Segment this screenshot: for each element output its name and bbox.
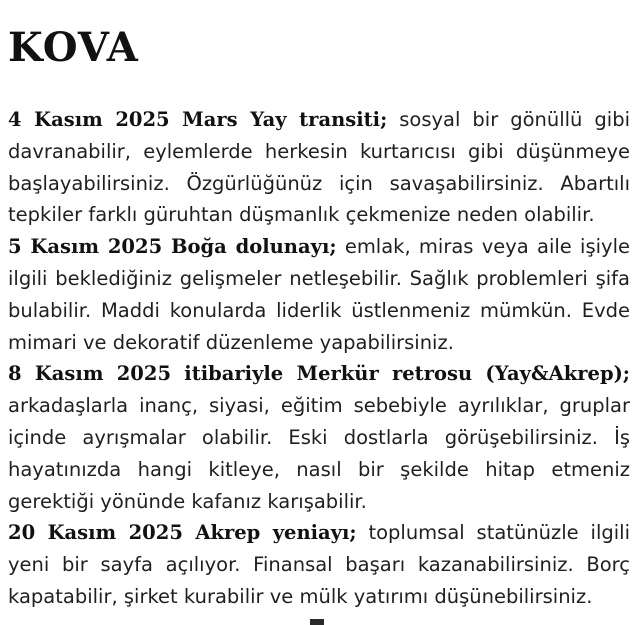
entry-mars-yay [8, 104, 630, 231]
entry-boga-dolunayi [8, 231, 630, 358]
entry-heading: 8 Kasım 2025 itibariyle Merkür retrosu (Yay&Akrep); [8, 362, 630, 386]
entry-text: toplumsal statünüzle ilgili yeni bir sayfa açılıyor. Finansal başarı kazanabilirsiniz. Borç kapatabilir, şirket kurabilir ve mülk yatırımı düşünebilirsiniz. [8, 521, 630, 608]
page-bottom-marker [310, 619, 324, 625]
entry-text: arkadaşlarla inanç, siyasi, eğitim sebebiyle ayrılıklar, gruplar içinde ayrışmalar olabilir. Eski dostlarla görüşebilirsiniz. İş hayatınızda hangi kitleye, nasıl bir şekilde hitap etmeniz gerektiği yönünde kafanız karışabilir. [8, 394, 630, 513]
entry-heading: 4 Kasım 2025 Mars Yay transiti; [8, 108, 388, 131]
entry-heading: 5 Kasım 2025 Boğa dolunayı; [8, 235, 337, 259]
entry-text: emlak, miras veya aile işiyle ilgili beklediğiniz gelişmeler netleşebilir. Sağlık problemleri şifa bulabilir. Maddi konularda liderlik üstlenmeniz mümkün. Evde mimari ve dekoratif düzenleme yapabilirsiniz. [8, 235, 630, 354]
entry-akrep-yeniayi [8, 517, 630, 612]
entry-heading: 20 Kasım 2025 Akrep yeniayı; [8, 521, 357, 545]
page-title: KOVA [8, 24, 139, 71]
entry-text: sosyal bir gönüllü gibi davranabilir, eylemlerde herkesin kurtarıcısı gibi düşünmeye başlayabilirsiniz. Özgürlüğünüz için savaşabilirsiniz. Abartılı tepkiler farklı güruhtan düşmanlık çekmenize neden olabilir. [8, 108, 630, 227]
entry-merkur-retrosu [8, 358, 630, 517]
horoscope-body [8, 104, 630, 613]
